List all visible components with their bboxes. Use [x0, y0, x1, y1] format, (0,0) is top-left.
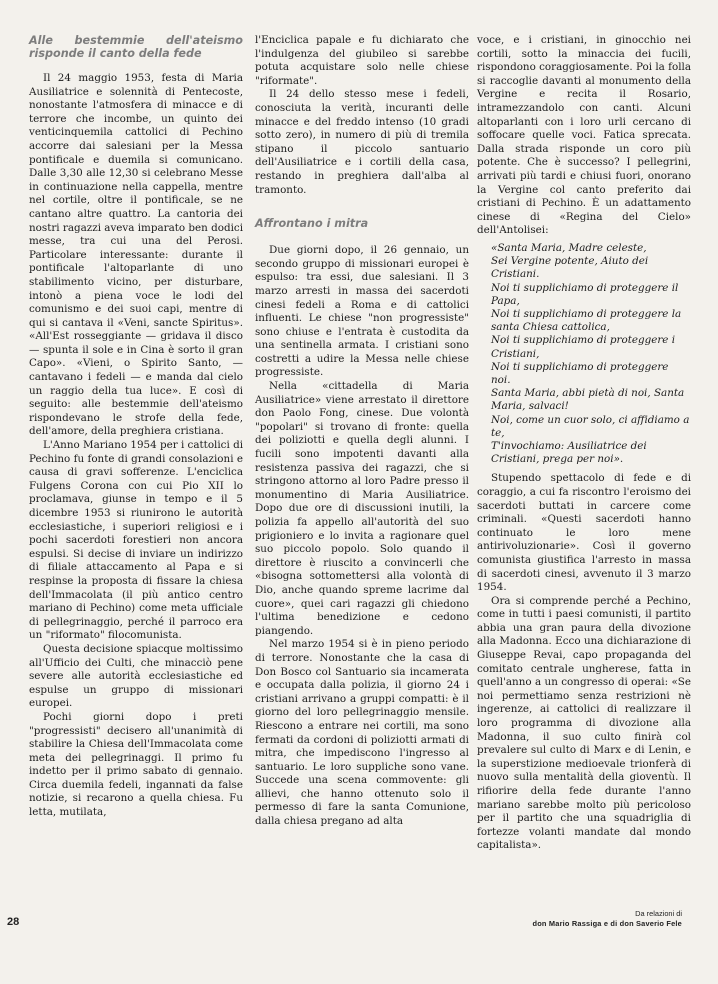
paragraph: Due giorni dopo, il 26 gennaio, un secondo gruppo di missionari europei è espulso: tra essi, due salesiani. Il 3 marzo arresti in massa dei sacerdoti cinesi fedeli a Roma e di cattolici influenti. Le chiese "non progressiste" sono chiuse e l'entrata è custodita da una sentinella armata. I cristiani sono costretti a udire la Messa nelle chiese progressiste.: [255, 244, 469, 379]
prayer-line: Noi ti supplichiamo di proteggere i Cristiani,: [491, 334, 676, 360]
credit-intro: Da relazioni di: [635, 909, 682, 918]
prayer-line: Sei Vergine potente, Aiuto dei Cristiani.: [491, 255, 649, 281]
credit: [533, 909, 683, 929]
credit-names: don Mario Rassiga e di don Saverio Fele: [532, 919, 682, 928]
section-heading-mitra: Affrontano i mitra: [255, 217, 369, 231]
paragraph: Nel marzo 1954 si è in pieno periodo di terrore. Nonostante che la casa di Don Bosco col Santuario sia incamerata e occupata dalla polizia, il giorno 24 i cristiani arrivano a gruppi compatti: è il giorno del loro pellegrinaggio mensile. Riescono a entrare nei cortili, ma sono fermati da cordoni di poliziotti armati di mitra, che impediscono l'ingresso al santuario. Le loro suppliche sono vane. Succede una scena commovente: gli allievi, che hanno ottenuto solo il permesso di fare la santa Comunione, dalla chiesa pregano ad alta: [255, 638, 469, 828]
section-heading-atheism: Alle bestemmie dell'ateismo risponde il canto della fede: [29, 34, 243, 60]
prayer-verse: [477, 242, 691, 466]
paragraph: Il 24 maggio 1953, festa di Maria Ausiliatrice e solennità di Pentecoste, nonostante l'atmosfera di minacce e di terrore che incombe, un quinto dei venticinquemila cattolici di Pechino accorre dai salesiani per la Messa pontificale e duemila si comunicano. Dalle 3,30 alle 12,30 si celebrano Messe in continuazione nella cappella, mentre nel cortile, oltre il pontificale, se ne cantano altre quattro. La cantoria dei nostri ragazzi aveva imparato ben dodici messe, tra cui una del Perosi. Particolare interessante: durante il pontificale l'altoparlante di uno stabilimento vicino, per disturbare, intonò a piena voce le lodi del comunismo e dei suoi capi, mentre di qui si cantava il «Veni, sancte Spiritus». «All'Est rosseggiante — gridava il disco — spunta il sole e in Cina è sorto il gran Capo». «Vieni, o Spirito Santo, — cantavano i fedeli — e manda dal cielo un raggio della tua luce». E così di seguito: alle bestemmie dell'ateismo rispondevano le strofe della fede, dell'amore, della preghiera cristiana.: [29, 72, 243, 438]
column-1: [29, 34, 243, 820]
paragraph: Nella «cittadella di Maria Ausiliatrice» viene arrestato il direttore don Paolo Fong, cinese. Due volontà "popolari" si trovano di fronte: quella dei poliziotti e quella degli alunni. I fucili sono impotenti davanti alla resistenza passiva dei ragazzi, che si stringono attorno al loro Padre presso il monumentino di Maria Ausiliatrice. Dopo due ore di discussioni inutili, la polizia fa appello all'autorità del suo prigioniero e lo invita a ragionare quel suo piccolo popolo. Solo quando il direttore è riuscito a convincerli che «bisogna sottomettersi alla volontà di Dio, anche quando spreme lacrime dal cuore», quei cari ragazzi gli chiedono l'ultima benedizione e cedono piangendo.: [255, 380, 469, 637]
paragraph: l'Enciclica papale e fu dichiarato che l'indulgenza del giubileo si sarebbe potuta acquistare solo nelle chiese "riformate".: [255, 34, 469, 87]
prayer-line: «Santa Maria, Madre celeste,: [491, 241, 647, 254]
paragraph: Il 24 dello stesso mese i fedeli, conosciuta la verità, incuranti delle minacce e del freddo intenso (10 gradi sotto zero), in numero di più di tremila stipano il piccolo santuario dell'Ausiliatrice e i cortili della casa, restando in preghiera dall'alba al tramonto.: [255, 88, 469, 196]
column-3: [477, 34, 691, 853]
paragraph: Questa decisione spiacque moltissimo all'Ufficio dei Culti, che minacciò pene severe alle autorità ecclesiastiche ed espulse un gruppo di missionari europei.: [29, 642, 243, 710]
prayer-line: Noi ti supplichiamo di proteggere noi.: [491, 360, 669, 386]
column-2: [255, 34, 469, 829]
paragraph: Pochi giorni dopo i preti "progressisti" decisero all'unanimità di stabilire la Chiesa dell'Immacolata come meta dei pellegrinaggi. Il primo fu indetto per il primo sabato di gennaio. Circa duemila fedeli, ingannati da false notizie, si recarono a quella chiesa. Fu letta, mutilata,: [29, 710, 243, 819]
prayer-line: Noi ti supplichiamo di proteggere il Papa,: [491, 281, 679, 307]
paragraph: Ora si comprende perché a Pechino, come in tutti i paesi comunisti, il partito abbia una gran paura della divozione alla Madonna. Ecco una dichiarazione di Giuseppe Revai, capo propaganda del comitato centrale ungherese, fatta in quell'anno a un congresso di operai: «Se noi permettiamo senza restrizioni nè ingerenze, ai cattolici di realizzare il loro programma di divozione alla Madonna, il suo culto finirà col prevalere sul culto di Marx e di Lenin, e la superstizione medioevale trionferà di nuovo sulla mentalità della gioventù. Il rifiorire della fede durante l'anno mariano sarebbe molto più pericoloso per il partito che una squadriglia di fortezze volanti mandate dal mondo capitalista».: [477, 594, 691, 852]
prayer-line: T'invochiamo: Ausiliatrice dei Cristiani, prega per noi».: [491, 439, 647, 466]
prayer-line: Noi, come un cuor solo, ci affidiamo a te,: [491, 413, 690, 439]
prayer-line: Noi ti supplichiamo di proteggere la santa Chiesa cattolica,: [491, 307, 682, 334]
page-number: 28: [7, 916, 20, 928]
paragraph: L'Anno Mariano 1954 per i cattolici di Pechino fu fonte di grandi consolazioni e causa di gravi sofferenze. L'enciclica Fulgens Corona con cui Pio XII lo proclamava, giunse in tempo e il 5 dicembre 1953 si riunirono le autorità ecclesiastiche, i superiori religiosi e i pochi sacerdoti forestieri non ancora espulsi. Si decise di inviare un indirizzo di filiale attaccamento al Papa e si respinse la proposta di fissare la chiesa dell'Immacolata (il più antico centro mariano di Pechino) come meta ufficiale di pellegrinaggio, perché il parroco era un "riformato" filocomunista.: [29, 439, 243, 642]
prayer-line: Santa Maria, abbi pietà di noi, Santa Maria, salvaci!: [491, 387, 685, 413]
paragraph: Stupendo spettacolo di fede e di coraggio, a cui fa riscontro l'eroismo dei sacerdoti buttati in carcere come criminali. «Questi sacerdoti hanno continuato le loro mene antirivoluzionarie». Così il governo comunista giustifica l'arresto in massa di sacerdoti cinesi, avvenuto il 3 marzo 1954.: [477, 472, 691, 594]
paragraph: voce, e i cristiani, in ginocchio nei cortili, sotto la minaccia dei fucili, rispondono coraggiosamente. Poi la folla si raccoglie davanti al monumento della Vergine e recita il Rosario, intramezzandolo con canti. Alcuni altoparlanti con i loro urli cercano di soffocare quelle voci. Fatica sprecata. Dalla strada risponde un coro più potente. Che è successo? I pellegrini, arrivati più tardi e chiusi fuori, onorano la Vergine col canto preferito dai cristiani di Pechino. È un adattamento cinese di «Regina del Cielo» dell'Antolisei:: [477, 34, 691, 237]
